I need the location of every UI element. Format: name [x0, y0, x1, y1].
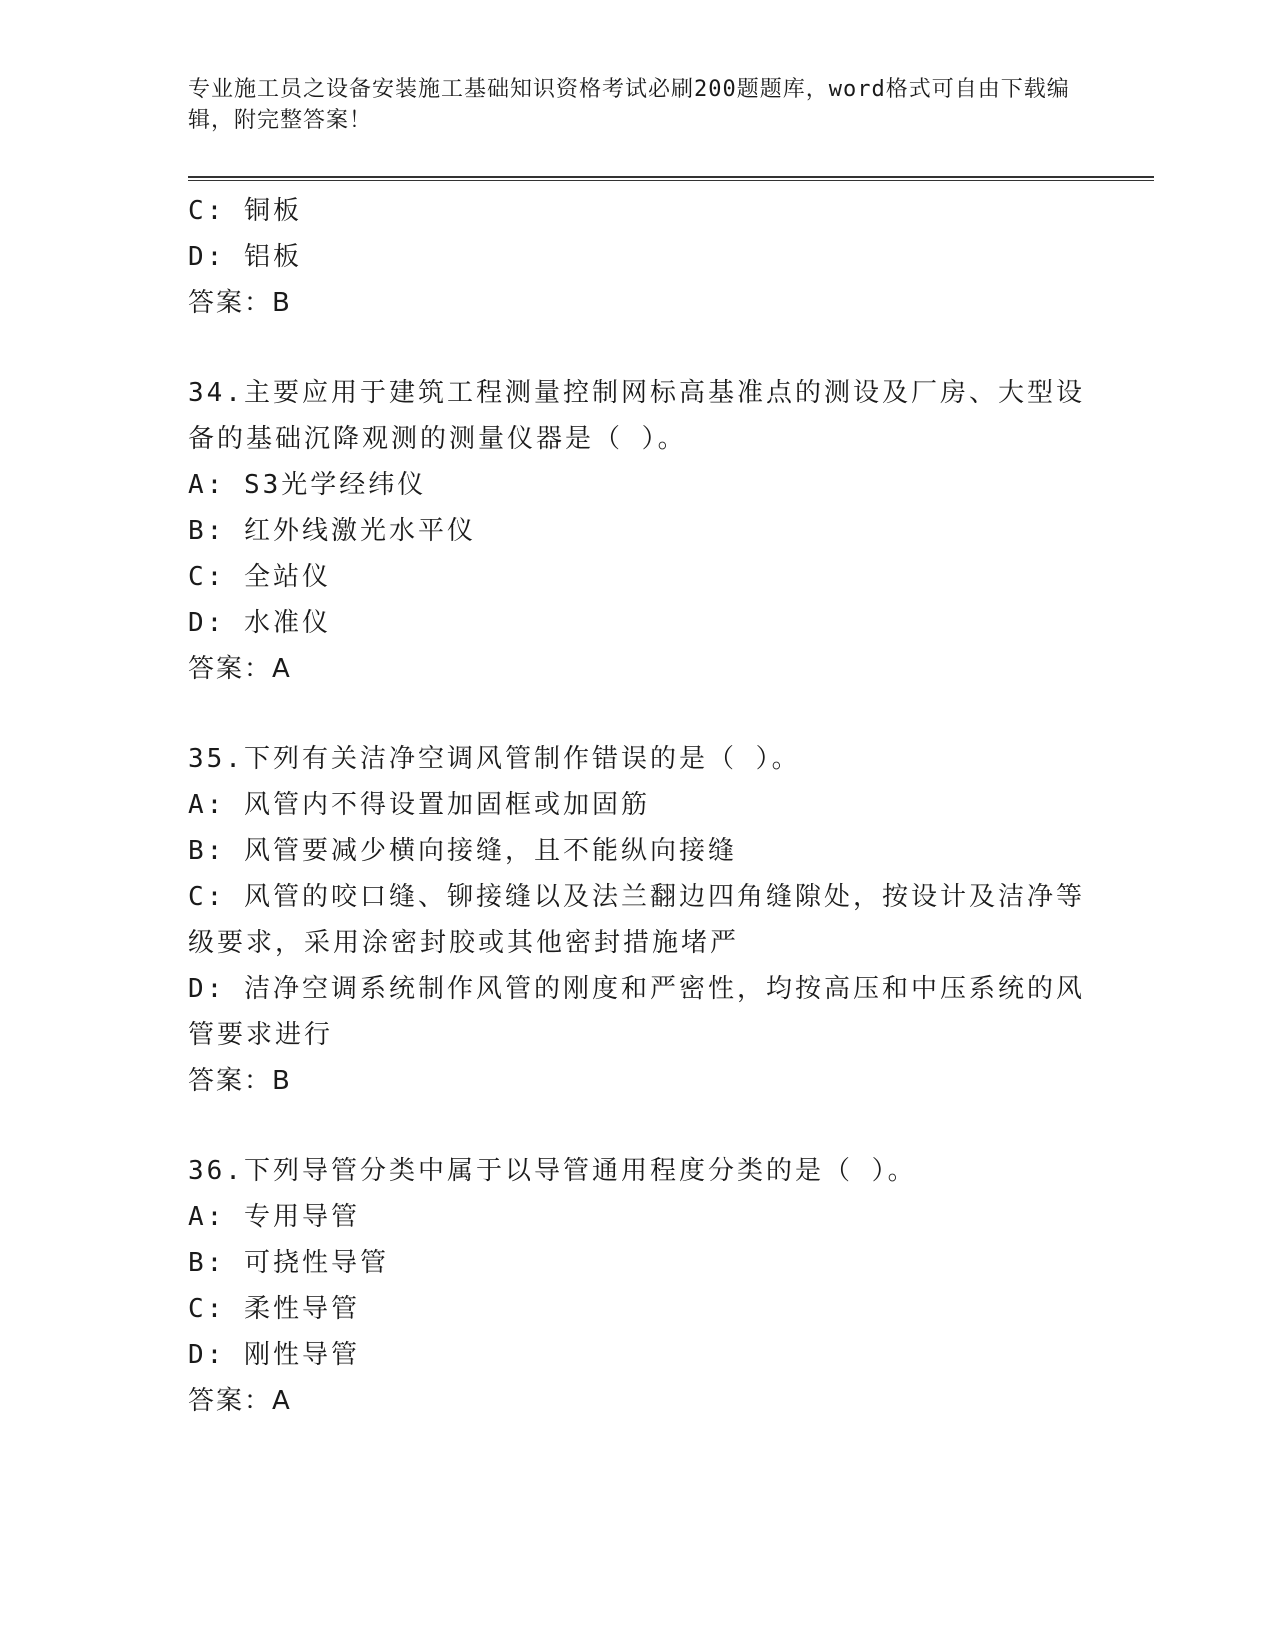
question-stem: 35.下列有关洁净空调风管制作错误的是（ ）。	[188, 744, 801, 774]
question-35	[188, 736, 1088, 1104]
answer-line: 答案：A	[188, 1386, 292, 1416]
answer-value: A	[272, 1386, 292, 1416]
option-c: C: 风管的咬口缝、铆接缝以及法兰翻边四角缝隙处，按设计及洁净等级要求，采用涂密封胶或其他密封措施堵严	[188, 882, 1085, 958]
option-d: D: 铝板	[188, 242, 302, 272]
answer-value: B	[272, 288, 292, 318]
answer-line: 答案：A	[188, 654, 292, 684]
answer-value: A	[272, 654, 292, 684]
answer-line: 答案：B	[188, 288, 292, 318]
option-d: D: 刚性导管	[188, 1340, 360, 1370]
option-c: C: 全站仪	[188, 562, 331, 592]
question-content	[188, 188, 1088, 1468]
question-stem: 34.主要应用于建筑工程测量控制网标高基准点的测设及厂房、大型设备的基础沉降观测的测量仪器是（ ）。	[188, 378, 1085, 454]
option-a: A: 风管内不得设置加固框或加固筋	[188, 790, 650, 820]
option-c: C: 柔性导管	[188, 1294, 360, 1324]
option-b: B: 可挠性导管	[188, 1248, 389, 1278]
question-34	[188, 370, 1088, 692]
answer-value: B	[272, 1066, 292, 1096]
option-d: D: 洁净空调系统制作风管的刚度和严密性，均按高压和中压系统的风管要求进行	[188, 974, 1085, 1050]
option-a: A: S3光学经纬仪	[188, 470, 427, 500]
option-b: B: 风管要减少横向接缝，且不能纵向接缝	[188, 836, 737, 866]
option-c: C: 铜板	[188, 196, 302, 226]
prev-question-block	[188, 188, 1088, 326]
option-d: D: 水准仪	[188, 608, 331, 638]
page-header	[188, 74, 1088, 136]
question-36	[188, 1148, 1088, 1424]
option-a: A: 专用导管	[188, 1202, 360, 1232]
answer-line: 答案：B	[188, 1066, 292, 1096]
header-divider	[188, 176, 1154, 181]
option-b: B: 红外线激光水平仪	[188, 516, 476, 546]
header-text: 专业施工员之设备安装施工基础知识资格考试必刷200题题库，word格式可自由下载编辑，附完整答案！	[188, 77, 1070, 133]
question-stem: 36.下列导管分类中属于以导管通用程度分类的是（ ）。	[188, 1156, 917, 1186]
